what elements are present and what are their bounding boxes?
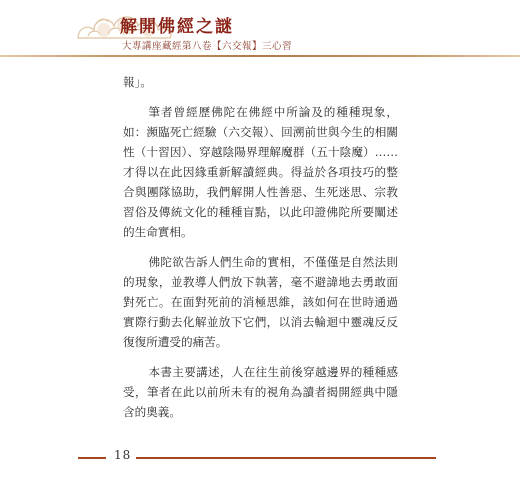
body-text — [123, 72, 398, 432]
book-subtitle: 大專講座藏經第八卷【六交報】三心習 — [122, 41, 293, 52]
page-footer — [0, 448, 520, 468]
page-number: 18 — [114, 448, 132, 462]
book-title: 解開佛經之謎 — [120, 17, 234, 37]
paragraph: 筆者曾經歷佛陀在佛經中所論及的種種現象，如：瀕臨死亡經驗（六交報）、回溯前世與今生的相關性（十習因）、穿越陰陽界理解魔群（五十陰魔）……才得以在此因緣重新解讀經典。得益於各項技巧的整合與團隊協助，我們解開人性善惡、生死迷思、宗教習俗及傳統文化的種種盲點，以此印證佛陀所要闡述的生命實相。 — [123, 105, 398, 239]
paragraph: 佛陀欲告訴人們生命的實相，不僅僅是自然法則的現象，並教導人們放下執著，毫不避諱地去勇敢面對死亡。在面對死前的消極思維，該如何在世時通過實際行動去化解並放下它們，以消去輪迴中靈魂反反復復所遭受的痛苦。 — [123, 255, 398, 349]
footer-rule-left — [78, 457, 106, 459]
paragraph-continuation: 報」。 — [123, 75, 152, 89]
paragraph: 本書主要講述，人在往生前後穿越邊界的種種感受，筆者在此以前所未有的視角為讀者揭開經典中隱含的奧義。 — [123, 365, 398, 419]
footer-rule-right — [136, 457, 436, 459]
page-header — [0, 0, 520, 72]
header-rule — [0, 55, 520, 57]
